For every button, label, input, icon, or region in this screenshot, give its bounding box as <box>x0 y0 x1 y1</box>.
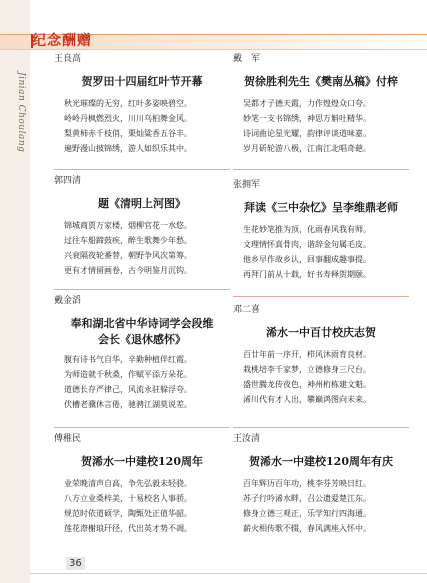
poem-title: 题《清明上河图》 <box>98 197 186 210</box>
poem-line: 道德长存严律己，风流永驻躲浮夸。 <box>64 385 192 394</box>
divider <box>54 169 230 170</box>
page-number: 36 <box>66 557 85 570</box>
poem-author: 郭四清 <box>54 176 82 186</box>
poem-line: 兴衰隔夜轮番替，朝野争风次第筹。 <box>64 251 192 260</box>
divider <box>54 289 230 290</box>
poem-8 <box>233 432 409 536</box>
poem-title: 贺徐胜利先生《樊南丛稿》付梓 <box>244 75 398 88</box>
poem-1 <box>54 52 230 156</box>
poem-line: 八方立业桑梓美，十易校名人事骄。 <box>64 494 192 503</box>
poem-line: 岁月斫轮游八极，江南江北唱奇葩。 <box>243 144 371 153</box>
poem-title: 拜读《三中杂忆》呈李维鼎老师 <box>244 201 398 214</box>
poem-line: 梨黄柿赤千枝俏，栗灿粱香五谷丰。 <box>64 129 192 138</box>
poem-line: 栽桃培李千家梦，立德修身三尺台。 <box>243 365 371 374</box>
poem-title-line: 会长《退休感怀》 <box>98 333 186 346</box>
poem-line: 规范时依道硕学，陶甄处正值华韶。 <box>64 509 192 518</box>
divider <box>233 427 409 428</box>
poem-7 <box>233 303 409 407</box>
poem-author: 戴金滔 <box>54 296 82 306</box>
poem-4 <box>54 432 230 536</box>
poem-author: 张拥军 <box>233 180 261 190</box>
poem-author: 王良高 <box>54 54 82 64</box>
poem-line: 妙笔一支书锦绣，神思万斛吐精华。 <box>243 114 371 123</box>
poem-line: 岭岭丹枫燃烈火，川川乌桕舞金风。 <box>64 114 192 123</box>
poem-author: 邓二喜 <box>233 305 261 315</box>
poem-title: 贺浠水一中建校120周年 <box>81 455 203 468</box>
footer-rule <box>30 573 427 574</box>
poem-line: 莲花漈榭琅玕径，代出英才势不凋。 <box>64 524 192 533</box>
poem-line: 苏子行吟浠水畔，召公遗爱楚江东。 <box>243 494 371 503</box>
poem-line: 更有才情留画卷，古今明鉴月沉钩。 <box>64 266 192 275</box>
poem-body <box>233 222 409 282</box>
poem-body <box>233 476 409 536</box>
poem-title: 浠水一中百廿校庆志贺 <box>266 326 376 339</box>
poem-title: 贺罗田十四届红叶节开幕 <box>81 75 203 88</box>
poem-line: 修身立德三观正，乐学知行四海通。 <box>243 509 371 518</box>
poem-line: 浠川代有才人出，攀巅鸿图向未来。 <box>243 395 371 404</box>
vertical-section-label: Jinian Choulang <box>16 72 26 153</box>
poem-body <box>233 347 409 407</box>
poem-author: 傅稚民 <box>54 434 82 444</box>
poem-line: 盛世腾龙传夜色，神州桁栋建文魁。 <box>243 380 371 389</box>
poem-body <box>233 96 409 156</box>
poem-line: 遍野漫山披锦绣，游人如织乐其中。 <box>64 144 192 153</box>
poem-line: 过往车船蹄鼓疾，醉生歌舞少年愁。 <box>64 236 192 245</box>
divider <box>233 296 409 297</box>
poem-body <box>54 476 230 536</box>
divider <box>233 169 409 170</box>
poem-line: 再拜门前从十载，好书寿释贺期颐。 <box>243 270 371 279</box>
poem-line: 生花妙笔推为顶，化雨春风我有师。 <box>243 225 371 234</box>
divider <box>54 427 230 428</box>
poem-author: 戴 军 <box>233 54 261 64</box>
poem-5 <box>233 52 409 156</box>
poem-title-line: 奉和湖北省中华诗词学会段维 <box>70 317 214 330</box>
poem-line: 锦城商贾万家楼，烟柳官花一水悠。 <box>64 221 192 230</box>
poem-body <box>54 352 230 412</box>
poem-author: 王汝清 <box>233 434 261 444</box>
poem-line: 诗词曲论星光耀，韵律评谈道味嘉。 <box>243 129 371 138</box>
poem-line: 腹有诗书气自华，辛勤种植伴红霞。 <box>64 355 192 364</box>
poem-line: 为师造就千秋桑，作赋平添万朵花。 <box>64 370 192 379</box>
poem-line: 秋光璀璨的无穷，红叶多姿映碧空。 <box>64 99 192 108</box>
poem-title: 贺浠水一中建校120周年有庆 <box>249 455 393 468</box>
poem-line: 文理情怀真骨肉，谐辞金句属毛皮。 <box>243 240 371 249</box>
poem-2 <box>54 174 230 278</box>
poem-3 <box>54 294 230 412</box>
poem-line: 业荣晚清声自高，争先弘毅未轻骁。 <box>64 479 192 488</box>
poem-6 <box>233 178 409 282</box>
poem-line: 吴都才子德天霞，力作煌煌众口夸。 <box>243 99 371 108</box>
poem-title <box>54 316 230 348</box>
poem-line: 薪火相传歌不辍，春风满座入怀中。 <box>243 524 371 533</box>
poem-line: 百廿年前一序开，栉风沐雨育良材。 <box>243 350 371 359</box>
poem-line: 百年辉历百年功，桃李芬芳映日红。 <box>243 479 371 488</box>
poem-line: 他乡早作故乡认，回事翻成趣事提。 <box>243 255 371 264</box>
poem-body <box>54 96 230 156</box>
section-title: 纪念酬赠 <box>32 33 92 49</box>
poem-body <box>54 218 230 278</box>
poem-line: 伏槽老骥休言倦，驰骋江湖莫说差。 <box>64 400 192 409</box>
